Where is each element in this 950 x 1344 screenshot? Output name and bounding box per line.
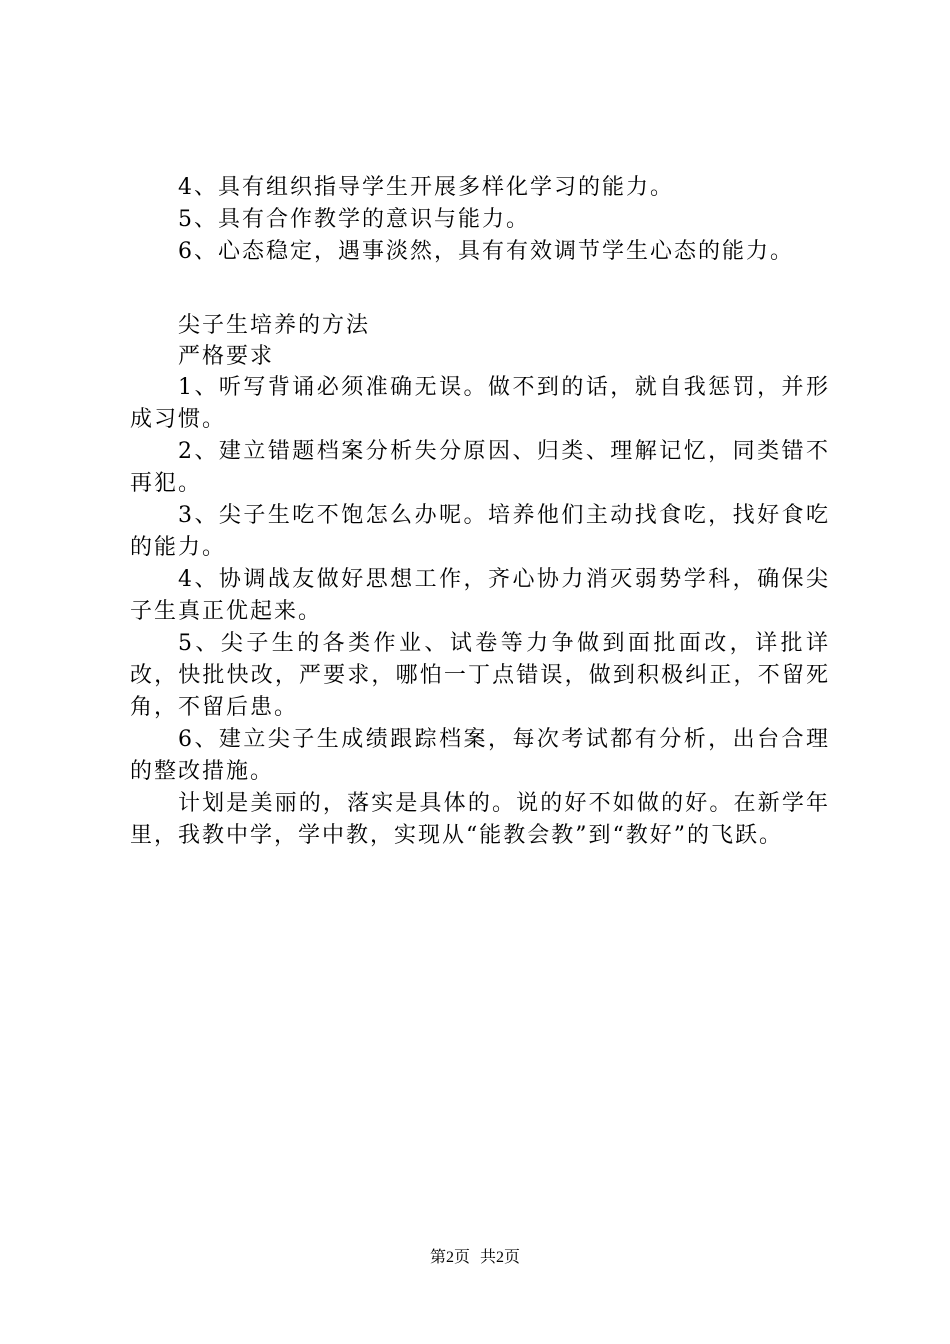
method-item: 3、尖子生吃不饱怎么办呢。培养他们主动找食吃，找好食吃的能力。 — [130, 503, 830, 560]
section-title: 尖子生培养的方法 — [178, 313, 371, 338]
page-total: 共2页 — [480, 1249, 521, 1266]
ability-item: 5、具有合作教学的意识与能力。 — [178, 207, 530, 232]
ability-item: 4、具有组织指导学生开展多样化学习的能力。 — [178, 175, 674, 200]
page-footer — [0, 1244, 950, 1267]
page-number: 第2页 — [429, 1249, 470, 1266]
document-body — [130, 172, 830, 852]
subsection-title: 严格要求 — [178, 344, 275, 369]
method-item: 2、建立错题档案分析失分原因、归类、理解记忆，同类错不再犯。 — [130, 439, 830, 496]
method-item: 5、尖子生的各类作业、试卷等力争做到面批面改，详批详改，快批快改，严要求，哪怕一丁点错误，做到积极纠正，不留死角，不留后患。 — [130, 631, 830, 720]
ability-item: 6、心态稳定，遇事淡然，具有有效调节学生心态的能力。 — [178, 239, 794, 264]
method-item: 1、听写背诵必须准确无误。做不到的话，就自我惩罚，并形成习惯。 — [130, 375, 830, 432]
closing-paragraph: 计划是美丽的，落实是具体的。说的好不如做的好。在新学年里，我教中学，学中教，实现从“能教会教”到“教好”的飞跃。 — [130, 791, 830, 848]
method-item: 4、协调战友做好思想工作，齐心协力消灭弱势学科，确保尖子生真正优起来。 — [130, 567, 830, 624]
method-item: 6、建立尖子生成绩跟踪档案，每次考试都有分析，出台合理的整改措施。 — [130, 727, 830, 784]
